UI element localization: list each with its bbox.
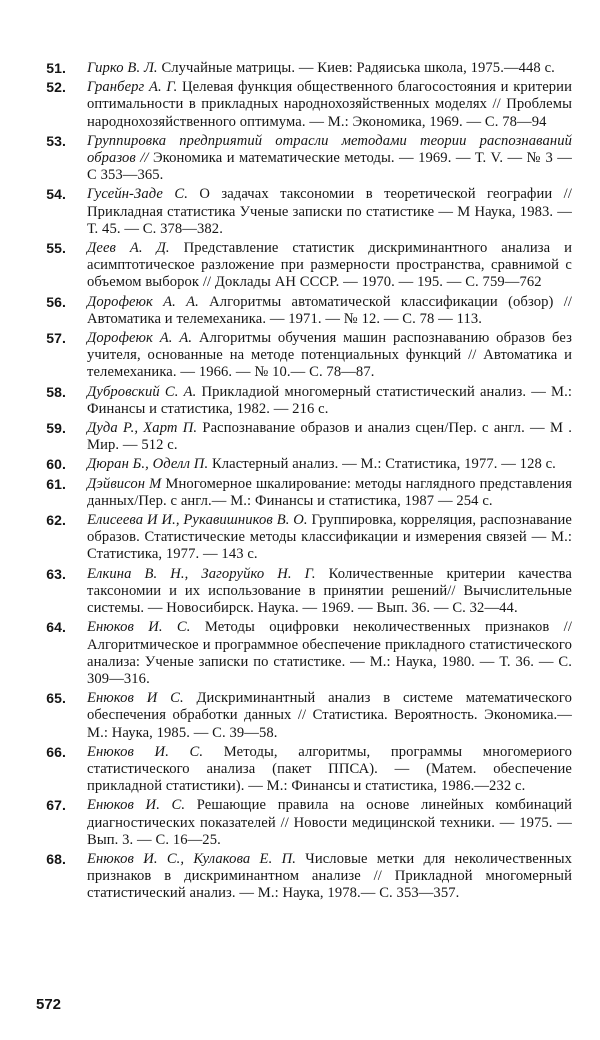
reference-author: Дэйвисон М xyxy=(87,475,162,492)
reference-author: Дубровский С. А. xyxy=(87,383,197,400)
reference-number: 60. xyxy=(46,456,66,473)
reference-entry xyxy=(36,476,572,510)
reference-entry xyxy=(36,294,572,328)
reference-entry xyxy=(36,330,572,382)
reference-entry xyxy=(36,797,572,849)
reference-entry xyxy=(36,186,572,238)
reference-author: Елкина В. Н., Загоруйко Н. Г. xyxy=(87,565,316,582)
reference-text: Алгоритмы обучения машин распознаванию образов без учителя, основанные на методе потенциальных функций // Автоматика и телемеханика. — 1966. — № 10.— С. 78—87. xyxy=(87,330,573,381)
reference-text: Дискриминантный анализ в системе математического обеспечения обработки данных // Статистика. Вероятность. Экономика.— М.: Наука, 1985. — С. 39—58. xyxy=(87,690,572,741)
reference-author: Гусейн-Заде С. xyxy=(87,186,188,203)
reference-entry xyxy=(36,744,572,796)
reference-text: Прикладиой многомерный статистический анализ. — М.: Финансы и статистика, 1982. — 216 с. xyxy=(87,383,573,417)
reference-entry xyxy=(36,851,572,903)
reference-author: Дорофеюк А. А. xyxy=(87,293,199,310)
reference-number: 51. xyxy=(46,60,66,76)
reference-entry xyxy=(36,79,572,131)
reference-number: 61. xyxy=(46,475,66,492)
page-number: 572 xyxy=(36,996,62,1013)
reference-number: 68. xyxy=(46,850,66,867)
reference-text: Случайные матрицы. — Киев: Радяиська школа, 1975.—448 с. xyxy=(161,60,555,76)
reference-entry xyxy=(36,60,572,77)
reference-text: Экономика и математические методы. — 1969. — Т. V. — № 3 — С 353—365. xyxy=(87,150,572,184)
reference-number: 54. xyxy=(46,186,66,203)
reference-number: 67. xyxy=(46,797,66,814)
reference-number: 62. xyxy=(46,512,66,529)
reference-author: Енюков И. С. xyxy=(87,743,204,760)
reference-text: Методы, алгоритмы, программы многомериого статистического анализа (пакет ППСА). — (Матем. обеспечение прикладной статистики). — М.: Финансы и статистика, 1986.—232 с. xyxy=(87,743,573,795)
reference-text: Группировка, корреляция, распознавание образов. Статистические методы классификации и измерения связей — М.: Статистика, 1977. — 143 с. xyxy=(87,512,573,563)
reference-text: Кластерный анализ. — М.: Статистика, 1977. — 128 с. xyxy=(211,456,556,473)
reference-entry xyxy=(36,420,572,454)
reference-text: О задачах таксономии в теоретической географии // Прикладная статистика Ученые записки по статистике — М Наука, 1983. — Т. 45. — С. 378—382. xyxy=(87,186,572,237)
reference-entry xyxy=(36,619,572,688)
reference-author: Группировка предприятий отрасли методами теории распознаваний образов // xyxy=(87,132,572,167)
reference-entry xyxy=(36,566,572,618)
reference-author: Дюран Б., Оделл П. xyxy=(87,456,209,473)
reference-number: 58. xyxy=(46,383,66,400)
reference-entry xyxy=(36,512,572,564)
reference-number: 63. xyxy=(46,565,66,582)
reference-entry xyxy=(36,456,572,473)
reference-list xyxy=(36,60,572,905)
reference-number: 56. xyxy=(46,293,66,310)
reference-author: Елисеева И И., Рукавишников В. О. xyxy=(87,512,308,529)
reference-author: Енюков И. С. xyxy=(87,797,186,814)
reference-author: Дуда Р., Харт П. xyxy=(87,420,198,437)
reference-number: 53. xyxy=(46,132,66,149)
reference-author: Енюков И. С. xyxy=(87,619,191,636)
reference-author: Енюков И С. xyxy=(87,690,184,707)
reference-author: Енюков И. С., Кулакова Е. П. xyxy=(87,850,296,867)
reference-entry xyxy=(36,133,572,185)
reference-text: Решающие правила на основе линейных комбинаций диагностических показателей // Новости медицинской техники. — 1975. — Вып. 3. — С. 16—25. xyxy=(87,797,573,848)
reference-text: Количественные критерии качества таксономии и их использование в принятии решений// Вычислительные системы. — Новосибирск. Наука. — 1969. — Вып. 36. — С. 32—44. xyxy=(87,565,573,617)
reference-text: Алгоритмы автоматической классификации (обзор) //Автоматика и телемеханика. — 1971. — № 12. — С. 78 — 113. xyxy=(87,293,573,327)
reference-text: Многомерное шкалирование: методы наглядного представления данных/Пер. с англ.— М.: Финансы и статистика, 1987 — 254 с. xyxy=(87,475,573,509)
reference-number: 52. xyxy=(46,79,66,96)
reference-text: Числовые метки для неколичественных признаков в дискриминантном анализе // Прикладной многомерный статистический анализ. — М.: Наука, 1978.— С. 353—357. xyxy=(87,850,572,902)
reference-author: Гранберг А. Г. xyxy=(87,79,178,96)
reference-text: Методы оцифровки неколичественных признаков // Алгоритмическое и программное обеспечение прикладного статистического анализа: Ученые записки по статистике. — М.: Наука, 1980. — Т. 36. — С. 309—316. xyxy=(87,619,572,687)
reference-text: Целевая функция общественного благосостояния и критерии оптимальности в прикладных народнохозяйственных моделях // Проблемы народнохозяйственного оптимума. — М.: Экономика, 1969. — С. 78—94 xyxy=(87,79,572,130)
reference-entry xyxy=(36,240,572,292)
reference-number: 57. xyxy=(46,330,66,347)
reference-entry xyxy=(36,384,572,418)
reference-author: Гирко В. Л. xyxy=(87,60,158,76)
reference-number: 59. xyxy=(46,420,66,437)
reference-author: Деев А. Д. xyxy=(87,240,170,257)
reference-number: 66. xyxy=(46,743,66,760)
reference-number: 64. xyxy=(46,619,66,636)
reference-text: Распознавание образов и анализ сцен/Пер. с англ. — М . Мир. — 512 с. xyxy=(87,420,572,454)
reference-text: Представление статистик дискриминантного анализа и асимптотическое разложение при размерности пространства, сравнимой с объемом выборок // Доклады АН СССР. — 1970. — 195. — С. 759—762 xyxy=(87,240,572,291)
reference-number: 65. xyxy=(46,690,66,707)
reference-author: Дорофеюк А. А. xyxy=(87,330,193,347)
reference-number: 55. xyxy=(46,240,66,257)
reference-entry xyxy=(36,690,572,742)
